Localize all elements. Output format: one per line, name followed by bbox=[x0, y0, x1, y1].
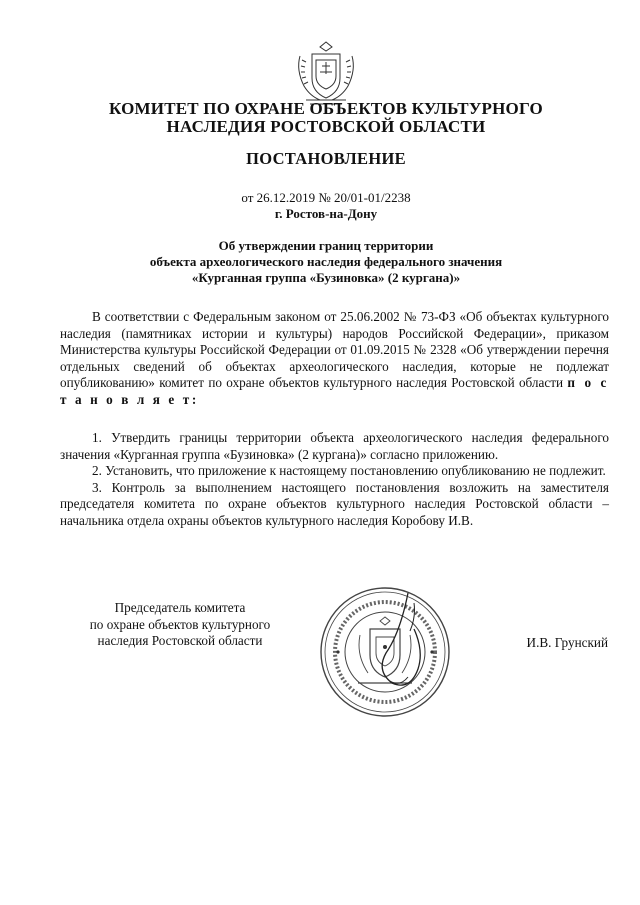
subject-line-1: Об утверждении границ территории bbox=[218, 238, 434, 253]
document-number: от 26.12.2019 № 20/01-01/2238 bbox=[241, 190, 411, 205]
decree-word: п о с т а н о в л я е т: bbox=[60, 375, 609, 407]
resolution-items bbox=[60, 430, 609, 529]
subject-line-3: «Курганная группа «Бузиновка» (2 кургана)» bbox=[191, 270, 461, 285]
organization-name bbox=[60, 100, 592, 136]
position-line-1: Председатель комитета bbox=[114, 600, 246, 615]
resolution-item-2: 2. Установить, что приложение к настоящему постановлению опубликованию не подлежит. bbox=[92, 463, 606, 478]
subject-line-2: объекта археологического наследия федерального значения bbox=[149, 254, 503, 269]
org-line-2: НАСЛЕДИЯ РОСТОВСКОЙ ОБЛАСТИ bbox=[166, 117, 486, 136]
position-line-2: по охране объектов культурного bbox=[89, 616, 271, 632]
resolution-item-1: 1. Утвердить границы территории объекта археологического наследия федерального значения «Курганная группа «Бузиновка» (2 кургана)» согласно приложению. bbox=[60, 430, 609, 462]
resolution-item-3: 3. Контроль за выполнением настоящего постановления возложить на заместителя председателя комитета по охране объектов культурного наследия Ростовской области – начальника отдела охраны объектов культурного наследия Коробову И.В. bbox=[60, 479, 609, 528]
signatory-name: И.В. Грунский bbox=[526, 635, 608, 650]
intro-paragraph bbox=[60, 309, 609, 408]
coat-of-arms-icon bbox=[292, 38, 360, 108]
document-city: г. Ростов-на-Дону bbox=[274, 206, 378, 221]
document-subject bbox=[60, 238, 592, 286]
position-line-3: наследия Ростовской области bbox=[97, 633, 263, 648]
official-seal-icon bbox=[318, 585, 453, 720]
intro-text: В соответствии с Федеральным законом от 25.06.2002 № 73-ФЗ «Об объектах культурного наследия (памятниках истории и культуры) народов Российской Федерации», приказом Министерства культуры Российской Федерации от 01.09.2015 № 2328 «Об утверждении перечня отдельных сведений об объектах археологического наследия, которые не подлежат опубликованию» комитет по охране объектов культурного наследия Ростовской области bbox=[60, 309, 609, 390]
document-type: ПОСТАНОВЛЕНИЕ bbox=[246, 149, 406, 168]
signatory-position bbox=[60, 600, 300, 650]
org-line-1: КОМИТЕТ ПО ОХРАНЕ ОБЪЕКТОВ КУЛЬТУРНОГО bbox=[109, 99, 543, 118]
